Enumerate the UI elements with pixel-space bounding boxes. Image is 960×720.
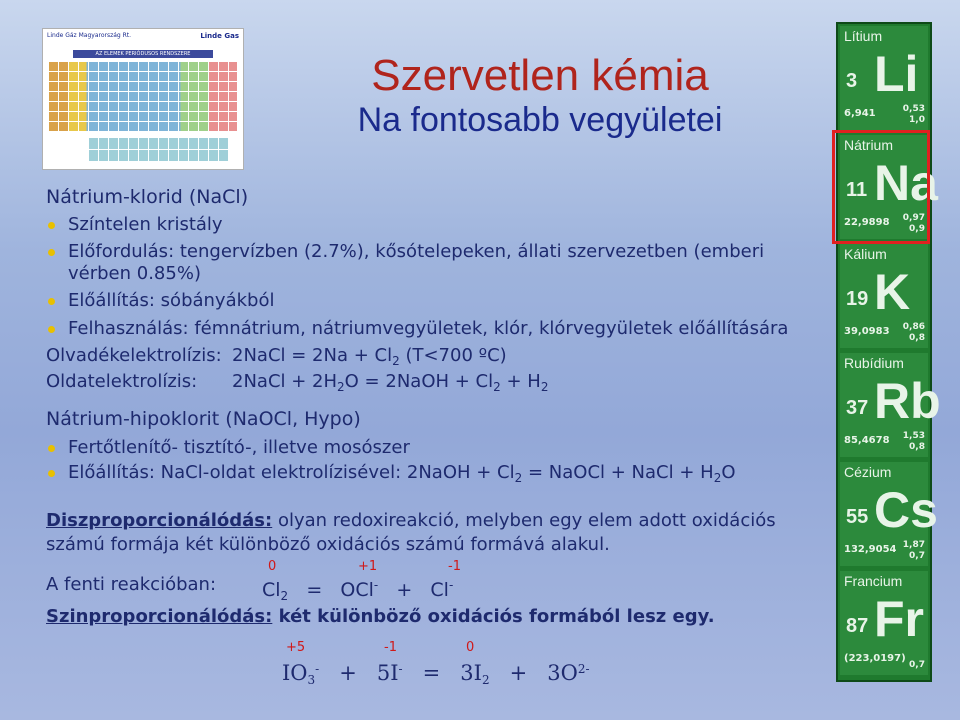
- bullet-icon: [48, 298, 55, 305]
- element-fr: [840, 571, 928, 675]
- eq-sign: +: [396, 579, 413, 601]
- element-cs: [840, 462, 938, 566]
- bullet-icon: [48, 326, 55, 333]
- alkali-metals-strip: [836, 22, 941, 682]
- nacl-bullet-2-cont: vérben 0.85%): [68, 263, 201, 284]
- element-number: 37: [846, 397, 869, 419]
- nacl-bullet-2: Előfordulás: tengervízben (2.7%), kősótelepeken, állati szervezetben (emberi: [68, 241, 765, 262]
- solution-electrolysis-label: Oldatelektrolízis:: [46, 371, 198, 392]
- element-symbol: Li: [874, 46, 919, 102]
- eq-superscript: -: [448, 578, 454, 592]
- element-number: 87: [846, 615, 869, 637]
- element-electronegativity: [903, 431, 925, 453]
- page-subtitle: Na fontosabb vegyületei: [357, 101, 723, 139]
- melt-electrolysis-equation: [232, 345, 507, 372]
- eq-sign: =: [422, 661, 441, 685]
- eq-sign: +: [339, 661, 357, 685]
- element-rb: [840, 353, 941, 457]
- eq-subscript: 2: [514, 471, 523, 485]
- eq-part: IO: [282, 661, 308, 685]
- element-li: [840, 26, 928, 130]
- oxidation-number: -1: [448, 559, 461, 574]
- element-symbol: Na: [874, 155, 938, 211]
- en-value: 0,53: [902, 104, 925, 114]
- reaction-label: A fenti reakcióban:: [46, 574, 217, 595]
- element-symbol: Fr: [874, 591, 924, 647]
- eq-subscript: 2: [337, 380, 345, 394]
- element-name: Cézium: [844, 464, 892, 480]
- definition-text: két különböző oxidációs formából lesz egy.: [272, 606, 715, 627]
- element-number: 55: [846, 506, 869, 528]
- bullet-icon: [48, 445, 55, 452]
- element-symbol: Cs: [874, 482, 938, 538]
- element-name: Lítium: [844, 28, 883, 44]
- element-number: 3: [846, 70, 858, 92]
- eq-part: O = 2NaOH + Cl: [344, 371, 494, 392]
- eq-condition: (T<700 ºC): [399, 345, 507, 366]
- eq-part: 3I: [460, 661, 482, 685]
- nacl-heading: Nátrium-klorid (NaCl): [46, 186, 249, 208]
- en-value: 0,86: [902, 322, 925, 332]
- oxidation-number: -1: [384, 640, 397, 655]
- naocl-heading: Nátrium-hipoklorit (NaOCl, Hypo): [46, 408, 361, 430]
- naocl-bullet-1: Fertőtlenítő- tisztító-, illetve mosószer: [68, 437, 410, 458]
- element-name: Rubídium: [844, 355, 904, 371]
- eq-part: Előállítás: NaCl-oldat elektrolízisével: 2NaOH + Cl: [68, 462, 515, 483]
- element-electronegativity: [903, 322, 925, 344]
- element-name: Nátrium: [844, 137, 894, 153]
- element-mass: 22,9898: [844, 217, 890, 228]
- element-number: 19: [846, 288, 869, 310]
- synproportionation-equation: [282, 656, 590, 693]
- eq-part: + H: [500, 371, 541, 392]
- disproportionation-equation: [262, 574, 453, 607]
- nacl-bullet-4: Felhasználás: fémnátrium, nátriumvegyületek, klór, klórvegyületek előállítására: [68, 318, 789, 339]
- disproportionation-term: Diszproporcionálódás:: [46, 510, 273, 531]
- title-block: [300, 52, 780, 140]
- eq-part: 5I: [376, 661, 399, 685]
- element-symbol: K: [874, 264, 911, 320]
- melt-electrolysis-label: Olvadékelektrolízis:: [46, 345, 222, 366]
- element-mass: 132,9054: [844, 544, 897, 555]
- oxidation-number: 0: [268, 559, 277, 574]
- bullet-icon: [48, 249, 55, 256]
- en-value-2: 0,8: [909, 442, 925, 452]
- periodic-table-header: [47, 32, 239, 46]
- disproportionation-definition-cont: számú formája két különböző oxidációs számú formává alakul.: [46, 534, 610, 555]
- oxidation-number: +1: [358, 559, 378, 574]
- synproportionation-definition: [46, 606, 715, 628]
- eq-superscript: -: [315, 662, 320, 676]
- periodic-table-grid: [49, 61, 237, 131]
- element-mass: 39,0983: [844, 326, 890, 337]
- eq-subscript: 2: [392, 354, 400, 368]
- eq-subscript: 3: [307, 673, 316, 687]
- eq-superscript: -: [398, 662, 403, 676]
- oxidation-number: 0: [466, 640, 475, 655]
- element-electronegativity: [903, 540, 925, 562]
- bullet-icon: [48, 222, 55, 229]
- en-value-2: 0,7: [909, 551, 925, 561]
- eq-part: O: [721, 462, 736, 483]
- element-mass: 6,941: [844, 108, 876, 119]
- element-electronegativity: [909, 649, 925, 671]
- en-value: 1,53: [902, 431, 925, 441]
- periodic-table-banner: AZ ELEMEK PERIÓDUSOS RENDSZERE: [73, 50, 213, 58]
- periodic-table-brand: Linde Gas: [200, 32, 239, 40]
- bullet-icon: [48, 470, 55, 477]
- en-value-2: 0,7: [909, 660, 925, 670]
- sodium-highlight-frame: [832, 130, 930, 244]
- eq-part: 2NaCl = 2Na + Cl: [232, 345, 393, 366]
- eq-part: = NaOCl + NaCl + H: [522, 462, 714, 483]
- periodic-table-image: [42, 28, 244, 170]
- naocl-bullet-2: [68, 462, 736, 489]
- eq-part: Cl: [430, 579, 449, 601]
- eq-subscript: 2: [713, 471, 722, 485]
- element-symbol: Rb: [874, 373, 941, 429]
- eq-sign: =: [306, 579, 323, 601]
- eq-subscript: 2: [280, 589, 289, 603]
- element-mass: 85,4678: [844, 435, 890, 446]
- nacl-bullet-3: Előállítás: sóbányákból: [68, 290, 275, 311]
- nacl-bullet-1: Színtelen kristály: [68, 214, 223, 235]
- en-value-2: 0,9: [909, 224, 925, 234]
- element-name: Francium: [844, 573, 903, 589]
- element-mass: (223,0197): [844, 653, 906, 664]
- eq-superscript: -: [373, 578, 379, 592]
- definition-text: olyan redoxireakció, melyben egy elem adott oxidációs: [272, 510, 776, 531]
- synproportionation-term: Szinproporcionálódás:: [46, 606, 273, 627]
- eq-part: OCl: [340, 579, 374, 601]
- eq-subscript: 2: [481, 673, 490, 687]
- element-name: Kálium: [844, 246, 887, 262]
- eq-part: 3O: [547, 661, 578, 685]
- periodic-table-lanthanides: [89, 137, 229, 161]
- disproportionation-definition: [46, 510, 776, 532]
- en-value-2: 1,0: [909, 115, 925, 125]
- eq-part: 2NaCl + 2H: [232, 371, 338, 392]
- eq-subscript: 2: [493, 380, 501, 394]
- en-value: 1,87: [902, 540, 925, 550]
- eq-superscript: 2-: [577, 662, 590, 676]
- page-title: Szervetlen kémia: [371, 51, 709, 100]
- element-electronegativity: [903, 104, 925, 126]
- eq-part: Cl: [262, 579, 281, 601]
- en-value: 0,97: [902, 213, 925, 223]
- element-number: 11: [846, 179, 868, 201]
- eq-sign: +: [509, 661, 528, 685]
- en-value-2: 0,8: [909, 333, 925, 343]
- element-k: [840, 244, 928, 348]
- oxidation-number: +5: [286, 640, 306, 655]
- solution-electrolysis-equation: [232, 371, 548, 398]
- periodic-table-company: Linde Gáz Magyarország Rt.: [47, 32, 132, 39]
- eq-subscript: 2: [540, 380, 549, 394]
